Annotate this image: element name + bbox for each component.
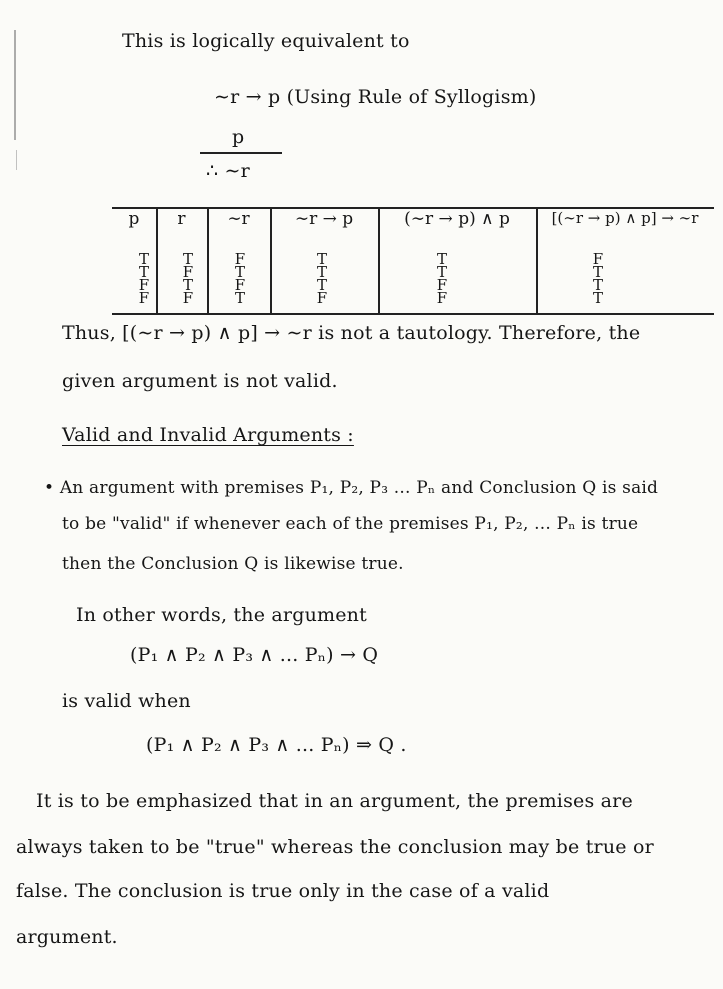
- table-cell: F: [234, 276, 246, 294]
- margin-mark: [16, 150, 17, 170]
- table-cell: T: [138, 250, 149, 268]
- table-cell: F: [138, 276, 150, 294]
- table-cell: F: [592, 250, 604, 268]
- table-cell: F: [182, 289, 194, 307]
- table-header: (∼r → p) ∧ p: [404, 209, 510, 229]
- margin-mark: [14, 30, 16, 140]
- table-cell: F: [138, 289, 150, 307]
- table-cell: T: [182, 250, 193, 268]
- section-heading: Valid and Invalid Arguments :: [62, 424, 354, 446]
- table-header: ∼r: [227, 209, 250, 229]
- table-cell: F: [436, 289, 448, 307]
- table-column: [168, 250, 208, 307]
- table-cell: F: [234, 250, 246, 268]
- tautology-conclusion: Thus, [(∼r → p) ∧ p] → ∼r is not a tautology. Therefore, the: [62, 322, 641, 344]
- table-column: [578, 250, 618, 307]
- table-header: [(∼r → p) ∧ p] → ∼r: [551, 209, 699, 227]
- table-bottom-rule: [112, 313, 714, 315]
- table-column: [422, 250, 462, 307]
- table-cell: T: [234, 263, 245, 281]
- valid-when-line: is valid when: [62, 690, 191, 712]
- table-cell: T: [592, 263, 603, 281]
- equivalence-line: This is logically equivalent to: [122, 30, 410, 52]
- emphasis-line: argument.: [16, 926, 118, 948]
- table-column: [124, 250, 164, 307]
- table-cell: T: [592, 276, 603, 294]
- table-header: ∼r → p: [294, 209, 354, 229]
- logical-implication-formula: (P₁ ∧ P₂ ∧ P₃ ∧ ... Pₙ) ⇒ Q .: [146, 734, 407, 756]
- table-cell: F: [182, 263, 194, 281]
- other-words-line: In other words, the argument: [76, 604, 367, 626]
- table-cell: T: [436, 263, 447, 281]
- not-valid-line: given argument is not valid.: [62, 370, 338, 392]
- definition-line: • An argument with premises P₁, P₂, P₃ ... Pₙ and Conclusion Q is said: [44, 478, 659, 498]
- syllogism-line: ∼r → p (Using Rule of Syllogism): [214, 86, 537, 108]
- table-cell: T: [138, 263, 149, 281]
- emphasis-line: always taken to be "true" whereas the conclusion may be true or: [16, 836, 654, 858]
- conclusion-not-r: ∴ ∼r: [206, 160, 250, 182]
- emphasis-line: It is to be emphasized that in an argument, the premises are: [36, 790, 633, 812]
- premise-p: p: [232, 126, 245, 148]
- table-header: p: [128, 209, 140, 229]
- emphasis-line: false. The conclusion is true only in the case of a valid: [16, 880, 550, 902]
- table-cell: T: [316, 263, 327, 281]
- table-cell: F: [316, 289, 328, 307]
- implication-formula: (P₁ ∧ P₂ ∧ P₃ ∧ ... Pₙ) → Q: [130, 644, 379, 666]
- table-cell: F: [436, 276, 448, 294]
- table-cell: T: [592, 289, 603, 307]
- table-header: r: [177, 209, 186, 229]
- truth-table: [112, 207, 714, 315]
- definition-line: then the Conclusion Q is likewise true.: [62, 554, 404, 574]
- table-column: [220, 250, 260, 307]
- definition-line: to be "valid" if whenever each of the premises P₁, P₂, ... Pₙ is true: [62, 514, 639, 534]
- table-cell: T: [182, 276, 193, 294]
- table-cell: T: [234, 289, 245, 307]
- table-cell: T: [316, 276, 327, 294]
- table-cell: T: [316, 250, 327, 268]
- table-cell: T: [436, 250, 447, 268]
- argument-divider: [200, 152, 282, 154]
- table-column: [302, 250, 342, 307]
